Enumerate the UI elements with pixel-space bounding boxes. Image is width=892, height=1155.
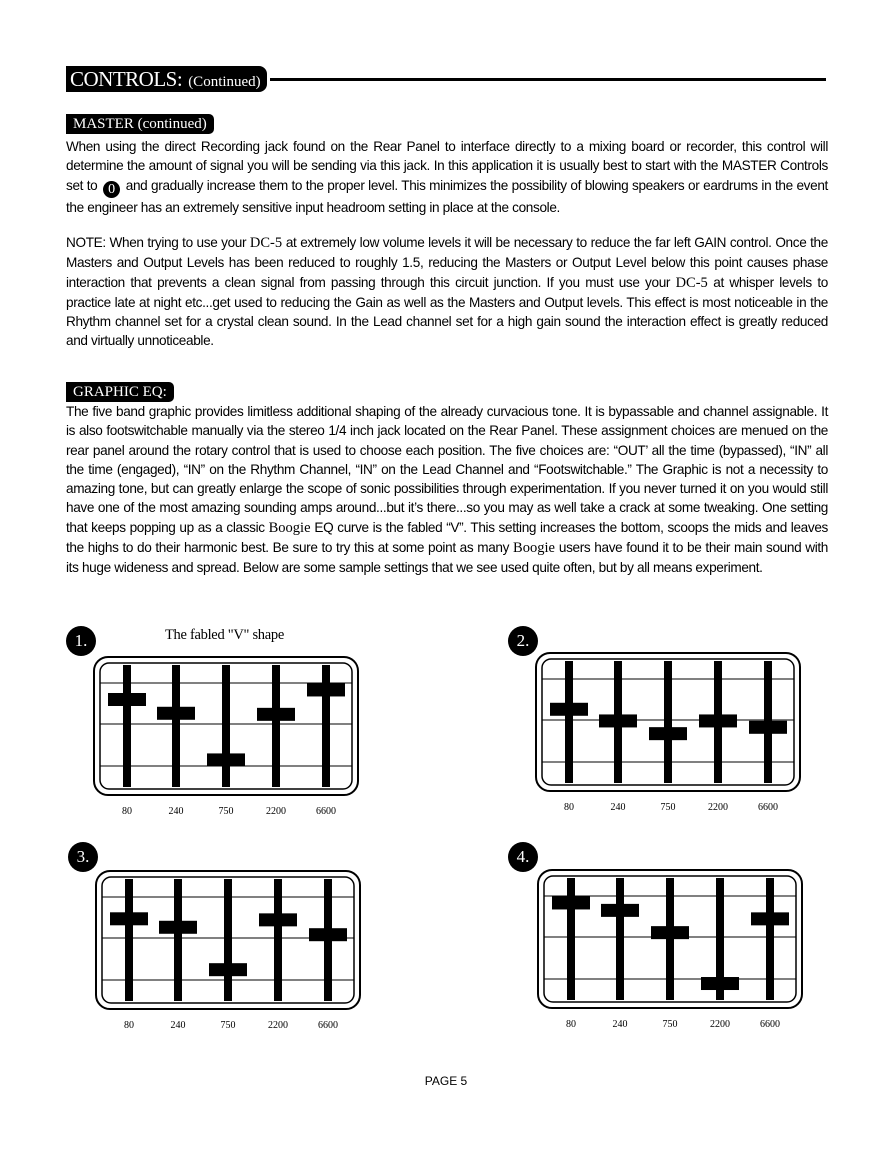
eq-slider-track: [125, 879, 133, 1001]
eq-slider-knob: [259, 913, 297, 926]
eq-slider-knob: [550, 703, 588, 716]
eq-slider-knob: [749, 721, 787, 734]
note-text-c: at whisper levels to practice late at night etc...get used to reducing the Gain as well as the Masters and Output levels. This effect is most noticeable in the Rhythm channel set for a crystal clean sound. In the Lead channel set for a high gain sound the interaction effect is greatly reduced and virtually unnoticeable.: [66, 274, 828, 349]
eq-slider-knob: [207, 753, 245, 766]
eq-frequency-label: 750: [660, 802, 676, 813]
eq-slider-knob: [751, 912, 789, 925]
zero-setting-icon: 0: [103, 181, 120, 198]
eq-diagram-1: [92, 655, 362, 825]
eq-setting-number: 3.: [68, 842, 98, 872]
eq-slider-knob: [599, 714, 637, 727]
eq-slider-knob: [651, 926, 689, 939]
eq-slider-knob: [108, 693, 146, 706]
eq-slider-track: [766, 878, 774, 1000]
master-paragraph: [66, 137, 828, 217]
eq-slider-track: [123, 665, 131, 787]
eq-slider-track: [224, 879, 232, 1001]
eq-setting-number: 2.: [508, 626, 538, 656]
eq-slider-track: [174, 879, 182, 1001]
eq-setting-title: The fabled "V" shape: [165, 627, 284, 643]
eq-frequency-label: 80: [122, 806, 132, 817]
section-heading-title: CONTROLS:: [70, 67, 183, 91]
eq-frequency-label: 750: [220, 1020, 236, 1031]
note-paragraph: [66, 233, 828, 351]
eq-slider-knob: [307, 683, 345, 696]
note-text-a: NOTE: When trying to use your: [66, 235, 247, 250]
page-number: PAGE 5: [424, 1074, 468, 1088]
eq-slider-knob: [157, 707, 195, 720]
brand-boogie: Boogie: [268, 519, 311, 536]
eq-slider-knob: [257, 708, 295, 721]
eq-frequency-label: 240: [610, 802, 626, 813]
eq-slider-track: [222, 665, 230, 787]
master-paragraph-text-a: When using the direct Recording jack found on the Rear Panel to interface directly to a mixing board or recorder, this control will determine the amount of signal you will be sending via this jack. In this application it is usually best to start with the MASTER Controls set to: [66, 139, 828, 193]
eq-slider-knob: [601, 904, 639, 917]
eq-slider-track: [616, 878, 624, 1000]
eq-setting-number: 1.: [66, 626, 96, 656]
eq-diagram-3: [94, 869, 364, 1039]
graphic-eq-label: GRAPHIC EQ:: [66, 382, 174, 402]
eq-slider-track: [664, 661, 672, 783]
section-heading-box: [66, 66, 267, 92]
eq-diagram-4: [536, 868, 806, 1038]
eq-setting-number: 4.: [508, 842, 538, 872]
eq-frequency-label: 80: [566, 1019, 576, 1030]
eq-frequency-label: 6600: [760, 1019, 780, 1030]
eq-diagram-2: [534, 651, 804, 821]
eq-slider-knob: [309, 928, 347, 941]
eq-frequency-label: 6600: [318, 1020, 338, 1031]
eq-frequency-label: 80: [124, 1020, 134, 1031]
eq-frequency-label: 240: [612, 1019, 628, 1030]
eq-frequency-label: 2200: [266, 806, 286, 817]
master-label: MASTER (continued): [66, 114, 214, 134]
eq-frequency-label: 240: [170, 1020, 186, 1031]
eq-slider-knob: [159, 921, 197, 934]
graphic-eq-text-b: EQ curve is the fabled “V”. This setting increases the bottom, scoops the mids and leaves the highs to do their harmonic best. Be sure to try this at some point as many: [66, 519, 828, 556]
section-heading-subtitle: (Continued): [188, 74, 261, 90]
graphic-eq-text-a: The five band graphic provides limitless additional shaping of the already curvacious tone. It is bypassable and channel assignable. It is also footswitchable manually via the stereo 1/4 inch jack located on the Rear Panel. These assignment choices are menued on the rear panel around the rotary control that is used to choose each position. The five choices are: “OUT’ all the time (bypassed), “IN” all the time (engaged), “IN” on the Rhythm Channel, “IN” on the Lead Channel and “Footswitchable.” The Graphic is not a necessity to amazing tone, but can greatly enlarge the scope of sonic possibilities through experimentation. If you never turned it on you would still have one of the most amazing sounding amps around...but it’s there...so you may as well take a crack at some tweaking. One setting that keeps popping up as a classic: [66, 404, 828, 535]
eq-slider-knob: [649, 727, 687, 740]
eq-slider-track: [565, 661, 573, 783]
graphic-eq-paragraph: [66, 402, 828, 578]
eq-slider-track: [322, 665, 330, 787]
eq-frequency-label: 6600: [758, 802, 778, 813]
brand-dc5: DC-5: [249, 235, 283, 251]
eq-slider-track: [172, 665, 180, 787]
eq-slider-knob: [701, 977, 739, 990]
graphic-eq-text-c: users have found it to be their main sound with its huge wideness and spread. Below are some sample settings that we see used quite often, but by all means experiment.: [66, 540, 828, 576]
brand-dc5: DC-5: [675, 274, 708, 291]
eq-frequency-label: 2200: [708, 802, 728, 813]
eq-frequency-label: 240: [168, 806, 184, 817]
master-paragraph-text-b: and gradually increase them to the proper level. This minimizes the possibility of blowing speakers or eardrums in the event the engineer has an extremely sensitive input headroom setting in place at the console.: [66, 177, 828, 215]
eq-frequency-label: 2200: [710, 1019, 730, 1030]
eq-frequency-label: 6600: [316, 806, 336, 817]
eq-slider-knob: [209, 963, 247, 976]
note-text-b: at extremely low volume levels it will be necessary to reduce the far left GAIN control. Once the Masters and Output Levels has been reduced to roughly 1.5, reducing the Masters or Output Level below this point causes phase interaction that prevents a clean signal from passing through this circuit junction. If you must use your: [66, 235, 828, 290]
heading-rule: [270, 78, 826, 81]
eq-slider-knob: [110, 912, 148, 925]
eq-slider-knob: [552, 896, 590, 909]
eq-slider-track: [274, 879, 282, 1001]
eq-frequency-label: 80: [564, 802, 574, 813]
eq-frequency-label: 2200: [268, 1020, 288, 1031]
eq-slider-track: [567, 878, 575, 1000]
eq-frequency-label: 750: [662, 1019, 678, 1030]
eq-slider-track: [272, 665, 280, 787]
brand-boogie: Boogie: [513, 540, 555, 557]
eq-slider-knob: [699, 714, 737, 727]
eq-frequency-label: 750: [218, 806, 234, 817]
